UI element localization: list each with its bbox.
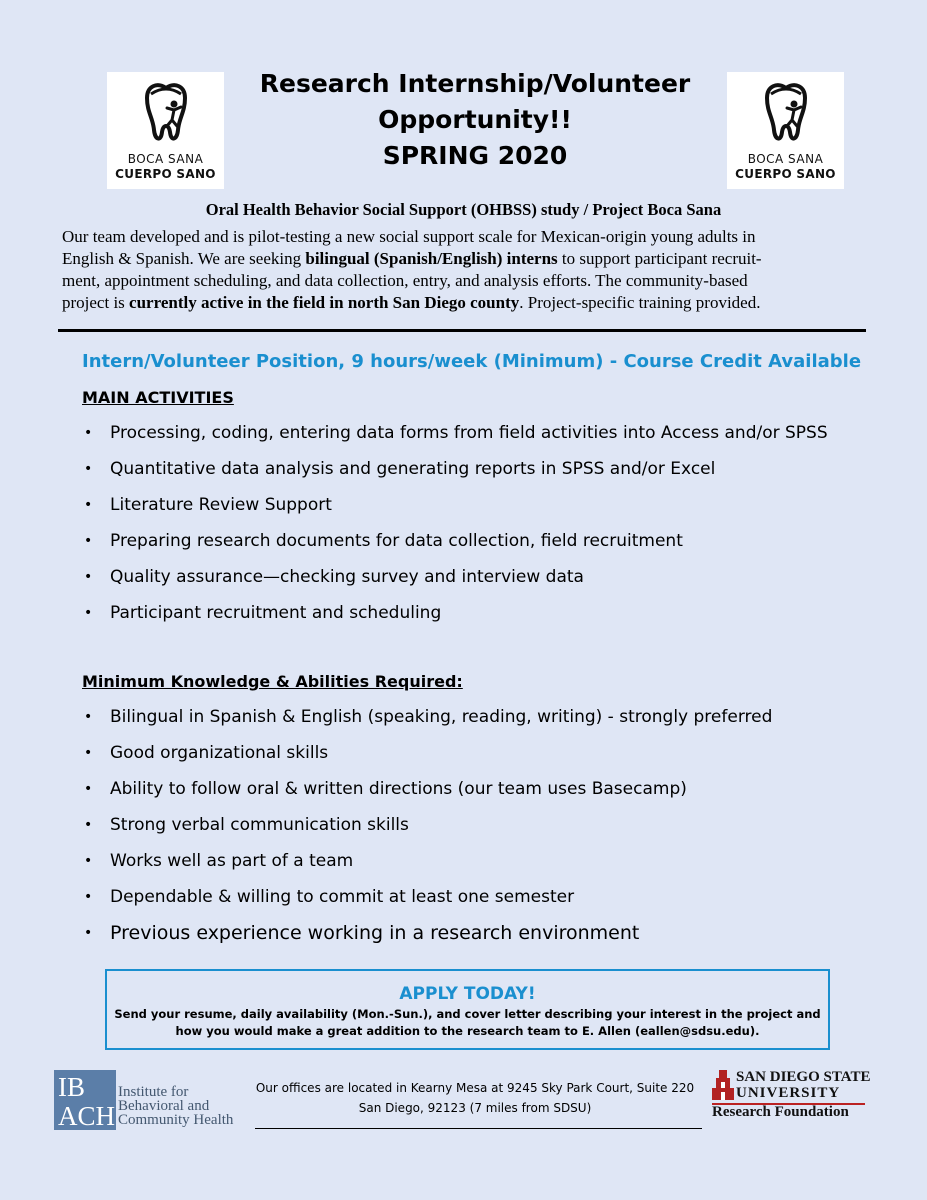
- sdsu-research-foundation: Research Foundation: [712, 1104, 849, 1120]
- title-line-2: Opportunity!!: [378, 105, 572, 134]
- ibach-name-line: Institute for: [118, 1084, 189, 1100]
- list-item: [82, 882, 772, 918]
- list-item: [82, 526, 828, 562]
- intro-line: ment, appointment scheduling, and data collection, entry, and analysis efforts. The community-based: [62, 271, 748, 290]
- apply-line: how you would make a great addition to the research team to E. Allen (eallen@sdsu.edu).: [175, 1024, 760, 1038]
- intro-text: . Project-specific training provided.: [519, 293, 761, 312]
- list-item: [82, 918, 772, 954]
- bullet-icon: •: [84, 745, 93, 761]
- logo-text-boca-sana: BOCA SANA: [127, 152, 204, 166]
- office-address-line: Our offices are located in Kearny Mesa at 9245 Sky Park Court, Suite 220: [255, 1081, 695, 1095]
- list-item-text: Good organizational skills: [110, 743, 329, 763]
- list-item-text: Works well as part of a team: [110, 851, 354, 871]
- apply-text: [107, 1006, 828, 1040]
- list-item: [82, 774, 772, 810]
- bullet-icon: •: [84, 781, 93, 797]
- list-item: [82, 562, 828, 598]
- ibach-letters-top: IB: [58, 1072, 85, 1102]
- ibach-name-line: Community Health: [118, 1112, 234, 1128]
- sdsu-name-line: UNIVERSITY: [736, 1085, 841, 1101]
- list-item-text: Quantitative data analysis and generating reports in SPSS and/or Excel: [110, 459, 716, 479]
- main-activities-list: [82, 418, 828, 634]
- ibach-letters-bottom: ACH: [58, 1101, 116, 1130]
- logo-text-boca-sana: BOCA SANA: [747, 152, 824, 166]
- list-item-text: Previous experience working in a research environment: [110, 922, 640, 944]
- sdsu-tower-icon: [712, 1068, 734, 1102]
- boca-sana-logo-right: [727, 72, 844, 189]
- tooth-icon: [141, 80, 191, 146]
- list-item: [82, 810, 772, 846]
- page-title: [240, 66, 710, 174]
- list-item-text: Preparing research documents for data collection, field recruitment: [110, 531, 683, 551]
- study-title: Oral Health Behavior Social Support (OHBSS) study / Project Boca Sana: [205, 200, 722, 219]
- intro-bold-text: bilingual (Spanish/English) interns: [305, 249, 558, 268]
- ibach-logo-icon: [54, 1070, 116, 1130]
- intro-text: English & Spanish. We are seeking: [62, 249, 306, 268]
- title-line-1: Research Internship/Volunteer: [259, 69, 691, 98]
- intro-text: to support participant recruit-: [557, 249, 762, 268]
- position-heading: Intern/Volunteer Position, 9 hours/week (Minimum) - Course Credit Available: [82, 351, 862, 372]
- intro-line: [62, 248, 870, 270]
- intro-bold-text: currently active in the field in north San Diego county: [129, 293, 520, 312]
- bullet-icon: •: [84, 605, 93, 621]
- list-item-text: Participant recruitment and scheduling: [110, 603, 442, 623]
- list-item-text: Bilingual in Spanish & English (speaking, reading, writing) - strongly preferred: [110, 707, 773, 727]
- main-activities-heading: MAIN ACTIVITIES: [82, 388, 234, 407]
- intro-line: [62, 292, 870, 314]
- bullet-icon: •: [84, 853, 93, 869]
- bullet-icon: •: [84, 461, 93, 477]
- list-item-text: Processing, coding, entering data forms from field activities into Access and/or SPSS: [110, 423, 828, 443]
- ibach-name-line: Behavioral and: [118, 1098, 210, 1114]
- list-item: [82, 738, 772, 774]
- intro-line: Our team developed and is pilot-testing a new social support scale for Mexican-origin young adults in: [62, 227, 756, 246]
- apply-title: APPLY TODAY!: [399, 984, 536, 1004]
- list-item: [82, 702, 772, 738]
- section-divider: [58, 329, 866, 332]
- intro-paragraph: [62, 226, 870, 314]
- bullet-icon: •: [84, 709, 93, 725]
- list-item: [82, 454, 828, 490]
- bullet-icon: •: [84, 817, 93, 833]
- logo-text-cuerpo-sano: CUERPO SANO: [115, 167, 216, 181]
- apply-line: Send your resume, daily availability (Mon.-Sun.), and cover letter describing your interest in the project and: [114, 1007, 821, 1021]
- apply-box: [105, 969, 830, 1050]
- list-item-text: Literature Review Support: [110, 495, 332, 515]
- list-item-text: Ability to follow oral & written directions (our team uses Basecamp): [110, 779, 687, 799]
- tooth-icon: [761, 80, 811, 146]
- list-item: [82, 598, 828, 634]
- list-item: [82, 490, 828, 526]
- bullet-icon: •: [84, 889, 93, 905]
- title-line-3: SPRING 2020: [382, 141, 568, 170]
- list-item: [82, 418, 828, 454]
- ibach-name: [118, 1085, 233, 1127]
- requirements-heading: Minimum Knowledge & Abilities Required:: [82, 672, 463, 691]
- list-item-text: Quality assurance—checking survey and interview data: [110, 567, 584, 587]
- boca-sana-logo-left: [107, 72, 224, 189]
- intro-text: project is: [62, 293, 130, 312]
- bullet-icon: •: [84, 925, 93, 941]
- office-address: [240, 1078, 710, 1118]
- list-item: [82, 846, 772, 882]
- requirements-list: [82, 702, 772, 954]
- logo-text-cuerpo-sano: CUERPO SANO: [735, 167, 836, 181]
- sdsu-name: [736, 1069, 870, 1101]
- bullet-icon: •: [84, 533, 93, 549]
- sdsu-name-line: SAN DIEGO STATE: [736, 1069, 871, 1085]
- bullet-icon: •: [84, 569, 93, 585]
- list-item-text: Dependable & willing to commit at least one semester: [110, 887, 575, 907]
- footer-divider: [255, 1128, 702, 1129]
- office-address-line: San Diego, 92123 (7 miles from SDSU): [358, 1101, 592, 1115]
- bullet-icon: •: [84, 425, 93, 441]
- list-item-text: Strong verbal communication skills: [110, 815, 409, 835]
- bullet-icon: •: [84, 497, 93, 513]
